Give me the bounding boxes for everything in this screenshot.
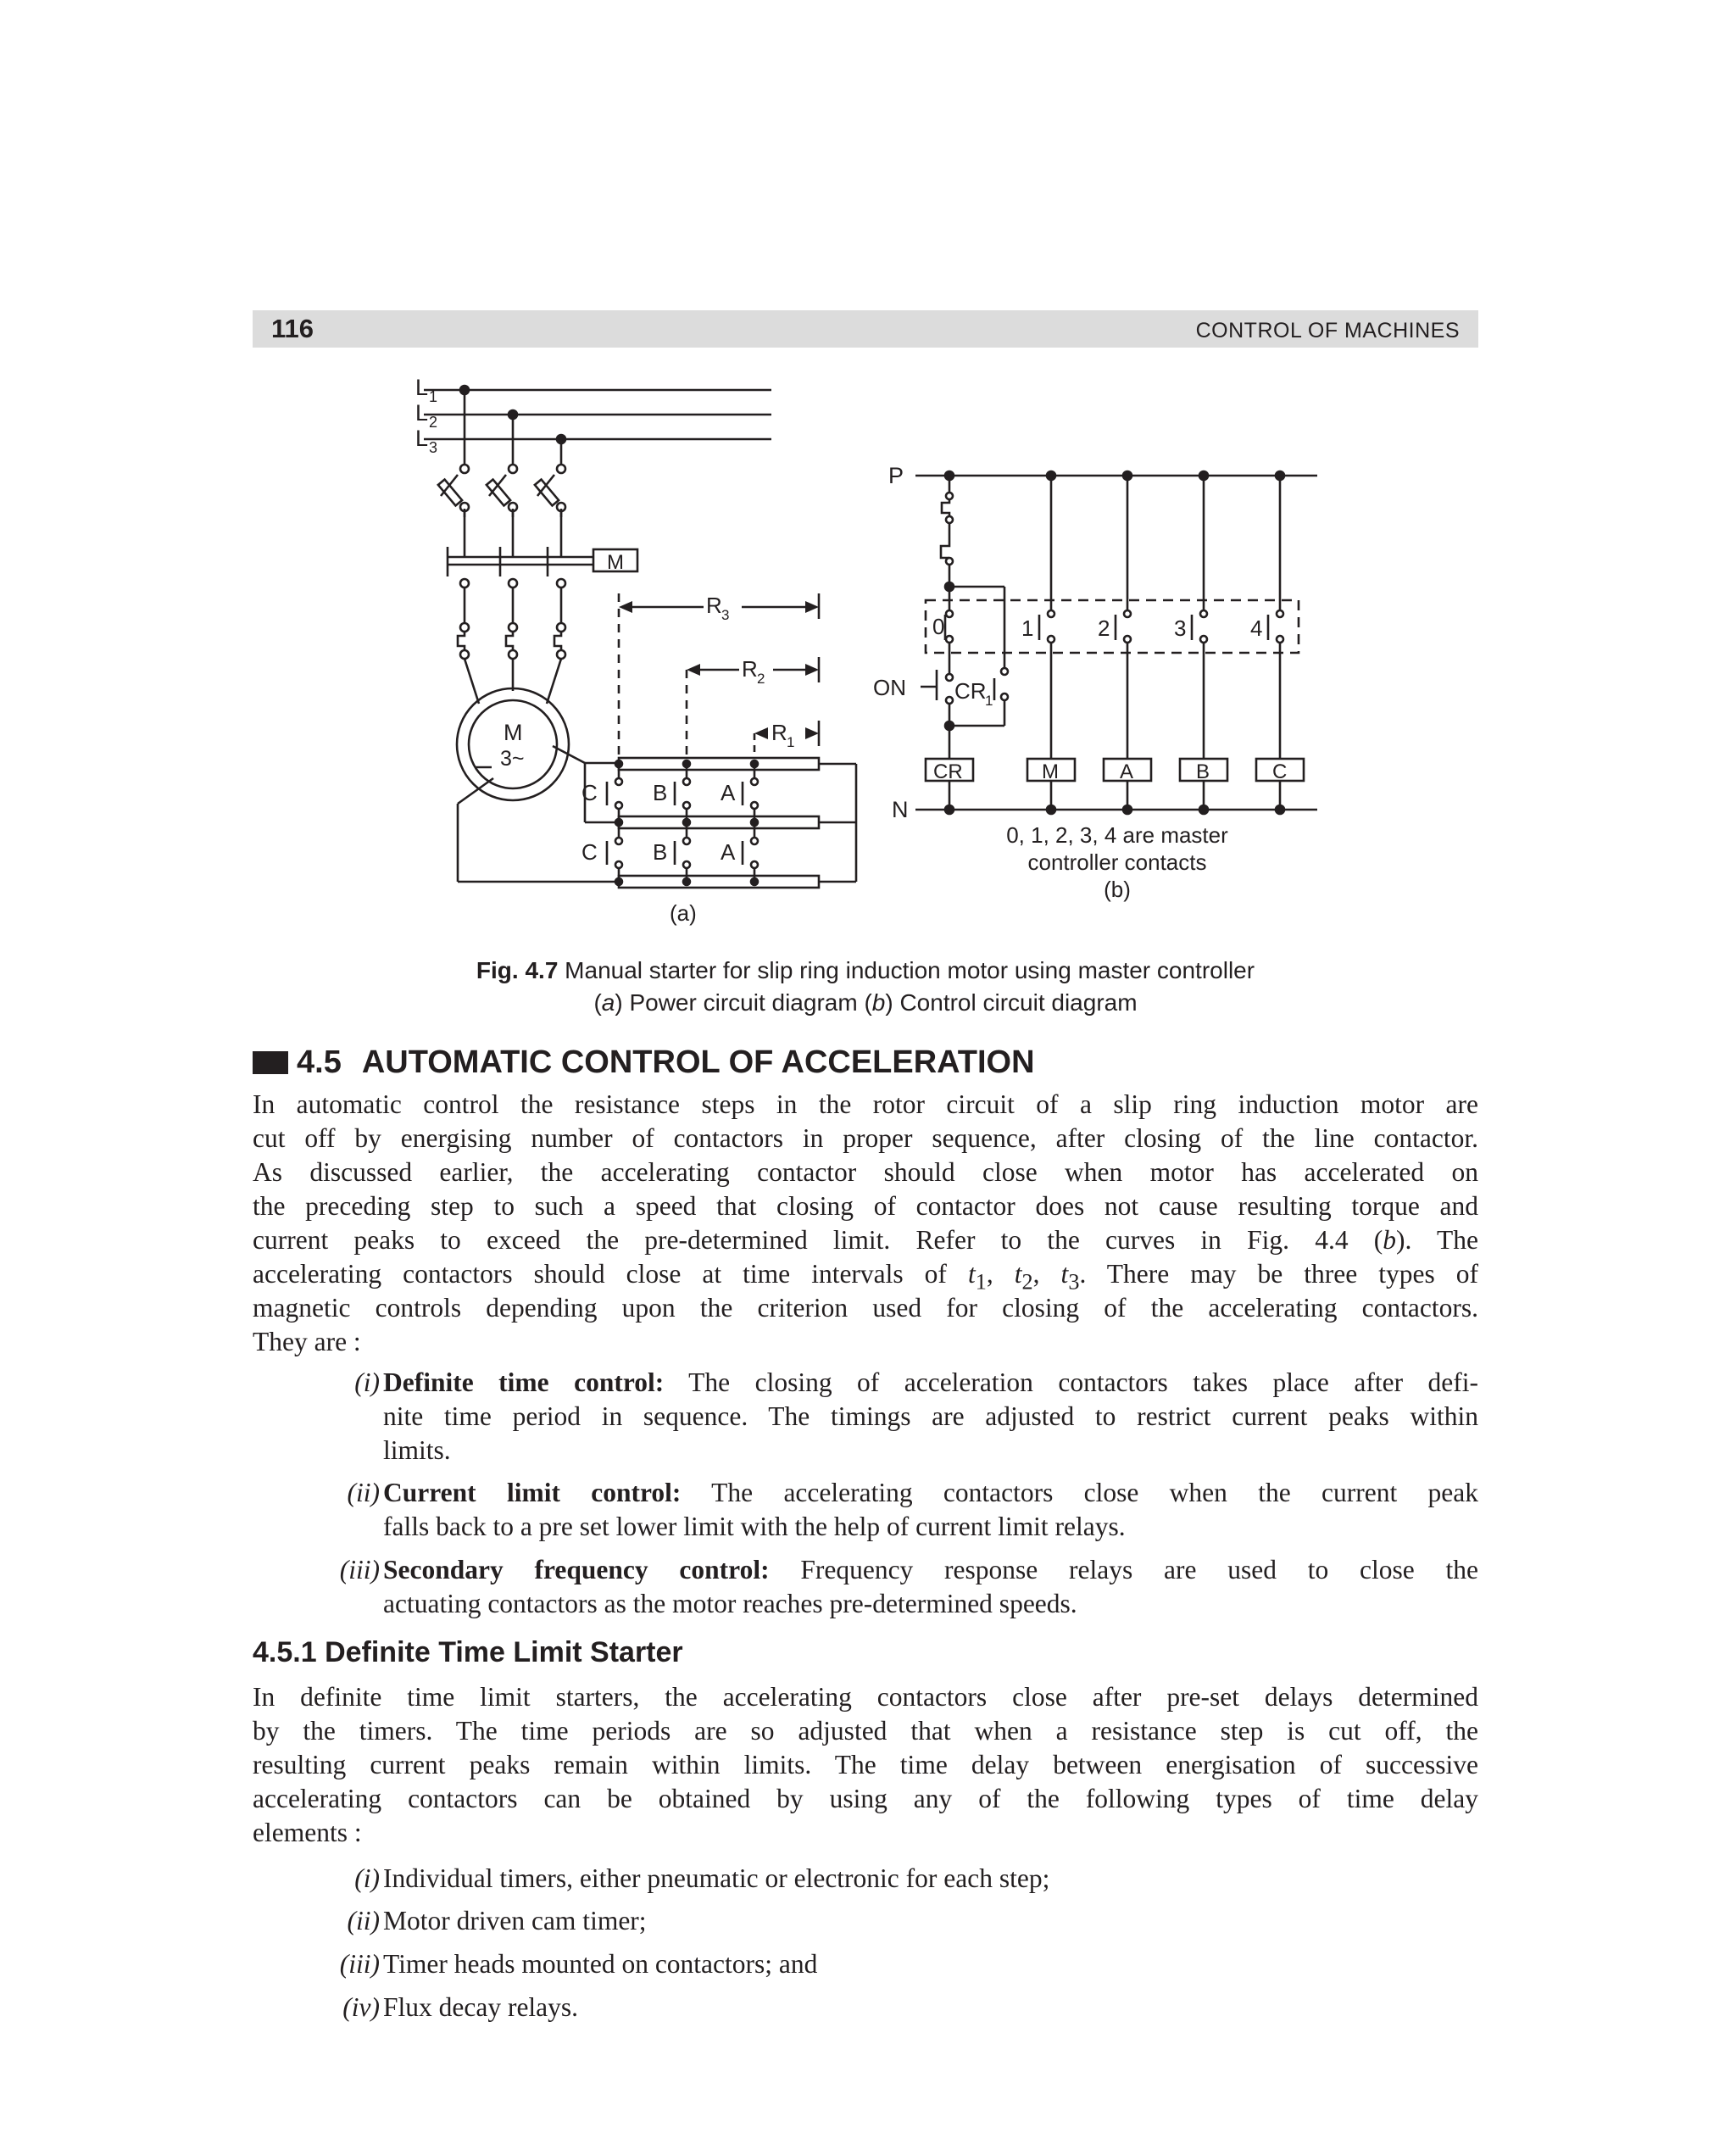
note-line-2: controller contacts [1027, 849, 1207, 875]
list-item-current-limit: (ii) Current limit control: The accelerating contactors close when the current peak falls back to a pre set lower limit with the help of current limit relays. [347, 1478, 1478, 1541]
list-item-timer-heads: (iii) Timer heads mounted on contactors; and [339, 1949, 818, 1979]
paragraph-definite-time: In definite time limit starters, the accelerating contactors close after pre-set delays determined by the timers. The time periods are so adjusted that when a resistance step is cut off, the resulting current peaks remain within limits. The time delay between energisation of successive accelerating contactors can be obtained by using any of the following types of time delay elements : [253, 1682, 1478, 1847]
svg-text:3: 3 [721, 607, 730, 623]
main-contactor-m [448, 547, 637, 623]
mc-contact-1: 1 [1021, 615, 1034, 641]
motor-label: M [504, 720, 523, 745]
rotor-resistances [581, 758, 856, 888]
label-on: ON [873, 675, 906, 700]
line-time-intervals: accelerating contactors should close at time intervals of $t_1$, $t_2$, $t_3$. There may be three types of [253, 1259, 1478, 1295]
part-a-label: (a) [670, 900, 697, 926]
contact-b-upper: B [653, 780, 668, 805]
section-title: AUTOMATIC CONTROL OF ACCELERATION [361, 1044, 1035, 1080]
page-number: 116 [271, 314, 314, 343]
contact-a-lower: A [721, 839, 736, 865]
label-n: N [892, 797, 909, 822]
label-r2: R [742, 656, 758, 682]
list-item-secondary-frequency: (iii) Secondary frequency control: Frequency response relays are used to close the actuating contactors as the motor reaches pre-determined speeds. [339, 1555, 1478, 1618]
section-number: 4.5 [297, 1044, 342, 1080]
list-item-cam-timer: (ii) Motor driven cam timer; [347, 1906, 647, 1935]
label-r1: R [771, 720, 787, 745]
label-r3: R [706, 593, 722, 618]
coil-m: M [1042, 760, 1059, 783]
contact-a-upper: A [721, 780, 736, 805]
label-cr1: CR [954, 678, 987, 704]
note-line-1: 0, 1, 2, 3, 4 are master [1006, 822, 1228, 848]
section-heading [253, 1044, 1035, 1081]
svg-text:3: 3 [429, 439, 438, 456]
coil-b: B [1196, 760, 1210, 783]
svg-text:1: 1 [429, 388, 438, 405]
mc-contact-2: 2 [1098, 615, 1110, 641]
coil-a: A [1120, 760, 1134, 783]
mc-contact-0: 0 [932, 614, 945, 639]
label-l2: L [415, 400, 429, 426]
contact-c-upper: C [581, 780, 598, 805]
figure-label: Fig. 4.7 [476, 957, 559, 983]
label-p: P [888, 463, 904, 488]
svg-text:2: 2 [757, 671, 765, 687]
resistance-markers [619, 593, 819, 758]
figure-4-7 [0, 0, 1736, 950]
line-fig-ref: current peaks to exceed the pre-determined limit. Refer to the curves in Fig. 4.4 (b). The [253, 1225, 1478, 1255]
control-circuit-diagram [873, 463, 1317, 902]
svg-text:1: 1 [985, 693, 993, 709]
overload-relays [458, 623, 565, 704]
subsection-heading: 4.5.1 Definite Time Limit Starter [253, 1636, 683, 1668]
mc-contact-4: 4 [1250, 615, 1263, 641]
contact-b-lower: B [653, 839, 668, 865]
mc-contact-3: 3 [1174, 615, 1187, 641]
paragraph-intro: In automatic control the resistance steps in the rotor circuit of a slip ring induction motor are cut off by energising number of contactors in proper sequence, after closing of the line contactor. As discussed earlier, the accelerating contactor should close when motor has accelerated on the preceding step to such a speed that closing of contactor does not cause resulting torque and current peaks to exceed the pre-determined limit. Refer to the curves in Fig. 4.4 (b). The accelerating contactors should close at time intervals of $t_1$, $t_2$, $t_3$. There may be three types of magnetic controls depending upon the criterion used for closing of the accelerating contactors. They are : [253, 1089, 1478, 1356]
contact-c-lower: C [581, 839, 598, 865]
svg-text:1: 1 [787, 734, 795, 750]
figure-caption: Fig. 4.7 Manual starter for slip ring induction motor using master controller (a) Power circuit diagram (b) Control circuit diagram [476, 957, 1255, 1016]
coil-cr: CR [933, 760, 963, 783]
coil-c: C [1272, 760, 1288, 783]
list-item-individual-timers: (i) Individual timers, either pneumatic or electronic for each step; [354, 1863, 1050, 1893]
list-item-definite-time: (i) Definite time control: The closing of acceleration contactors takes place after defi- nite time period in sequence. The timings are adjusted to restrict current peaks within limits. [354, 1367, 1478, 1465]
list-item-flux-decay: (iv) Flux decay relays. [342, 1992, 579, 2022]
label-l3: L [415, 426, 429, 451]
power-circuit-diagram [415, 375, 856, 926]
svg-text:3~: 3~ [500, 747, 525, 771]
label-l1: L [415, 375, 429, 400]
part-b-label: (b) [1104, 877, 1131, 902]
running-title: CONTROL OF MACHINES [1195, 319, 1460, 343]
section-marker [253, 1051, 288, 1074]
contactor-m-label: M [607, 551, 624, 574]
svg-text:2: 2 [429, 414, 438, 431]
